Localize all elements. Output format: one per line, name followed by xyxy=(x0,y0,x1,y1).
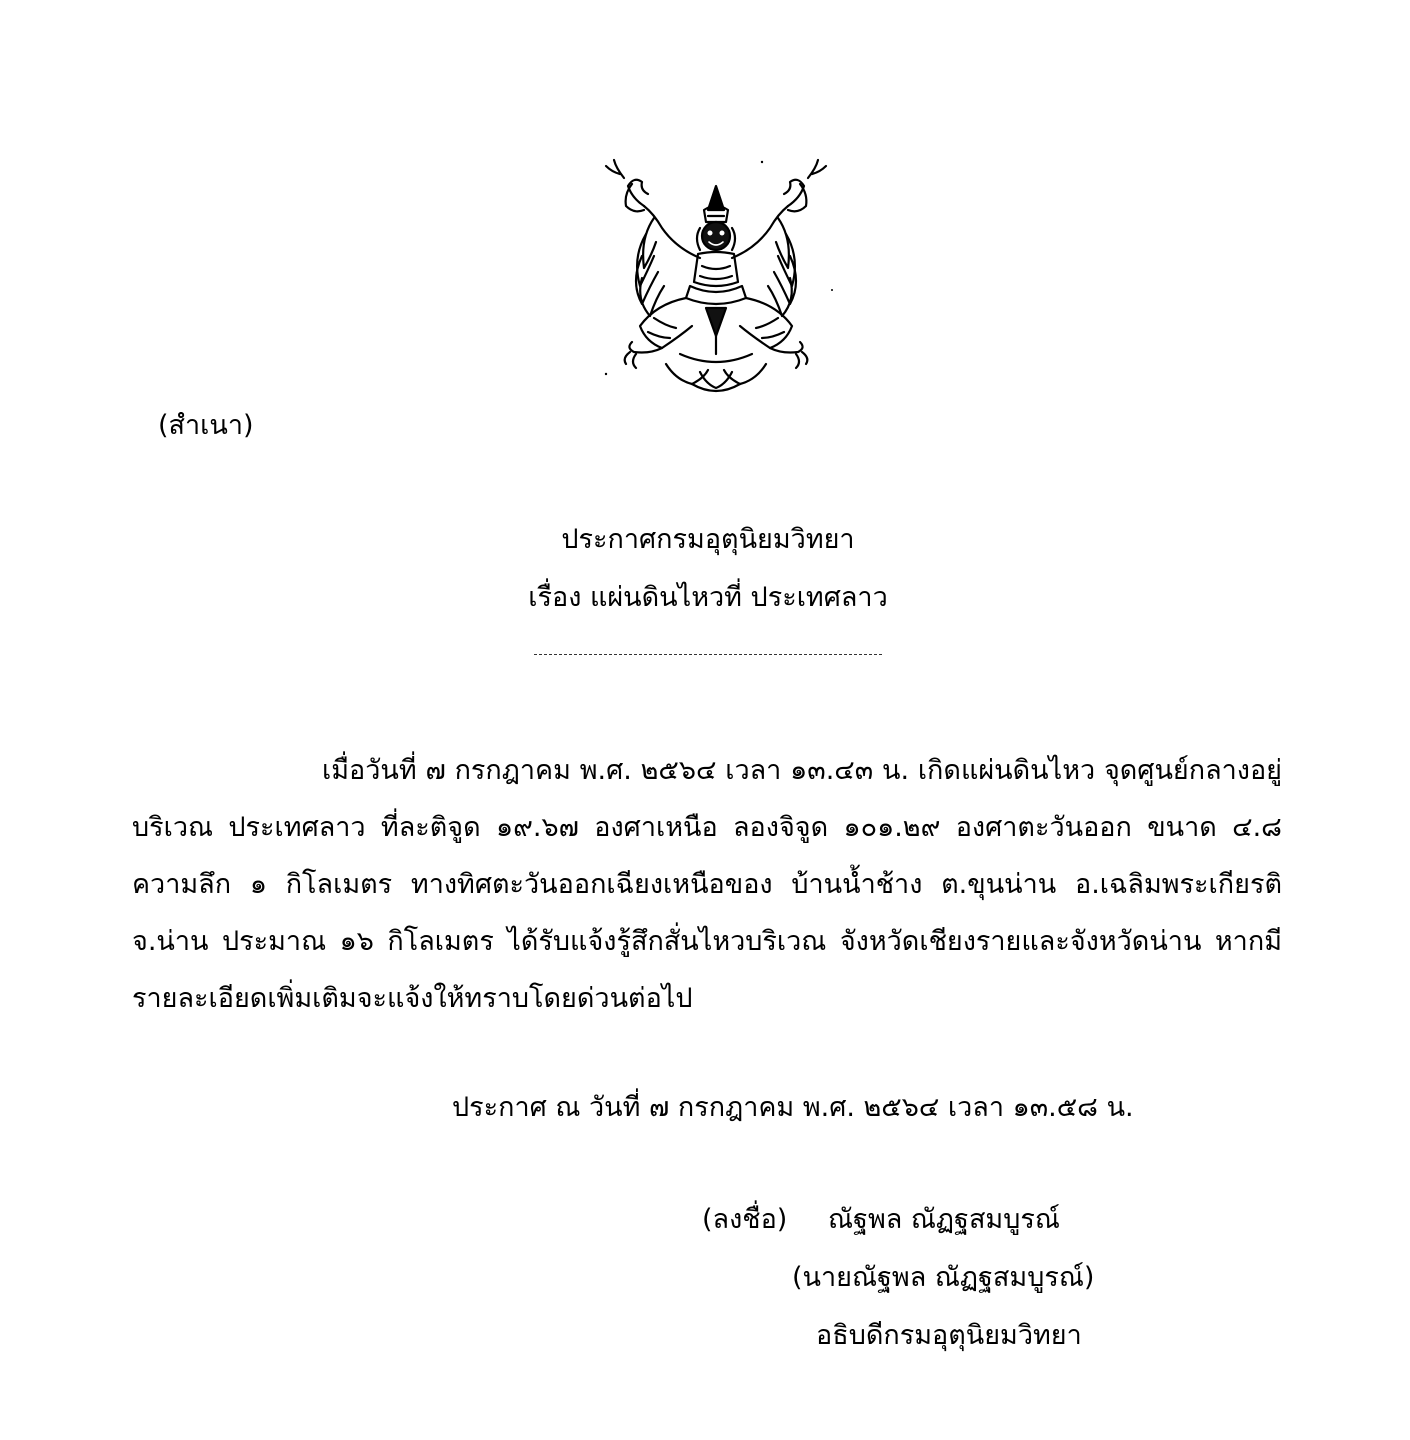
copy-label: (สำเนา) xyxy=(158,410,254,441)
title-divider xyxy=(534,654,882,655)
announcement-body: เมื่อวันที่ ๗ กรกฎาคม พ.ศ. ๒๕๖๔ เวลา ๑๓.๔๓ น. เกิดแผ่นดินไหว จุดศูนย์กลางอยู่บริเวณ ประเทศลาว ที่ละติจูด ๑๙.๖๗ องศาเหนือ ลองจิจูด ๑๐๑.๒๙ องศาตะวันออก ขนาด ๔.๘ ความลึก ๑ กิโลเมตร ทางทิศตะวันออกเฉียงเหนือของ บ้านน้ำช้าง ต.ขุนน่าน อ.เฉลิมพระเกียรติ จ.น่าน ประมาณ ๑๖ กิโลเมตร ได้รับแจ้งรู้สึกสั่นไหวบริเวณ จังหวัดเชียงรายและจังหวัดน่าน หากมีรายละเอียดเพิ่มเติมจะแจ้งให้ทราบโดยด่วนต่อไป xyxy=(132,755,1282,1014)
signature-prefix: (ลงชื่อ) xyxy=(702,1204,788,1235)
announcement-title: ประกาศกรมอุตุนิยมวิทยา xyxy=(561,524,855,555)
announcement-subject: เรื่อง แผ่นดินไหวที่ ประเทศลาว xyxy=(528,582,888,613)
garuda-emblem-graphic xyxy=(596,158,836,403)
signatory-position: อธิบดีกรมอุตุนิยมวิทยา xyxy=(816,1320,1082,1351)
signature-name: ณัฐพล ณัฏฐสมบูรณ์ xyxy=(828,1204,1060,1235)
announcement-date: ประกาศ ณ วันที่ ๗ กรกฎาคม พ.ศ. ๒๕๖๔ เวลา ๑๓.๕๘ น. xyxy=(452,1092,1134,1123)
signatory-full-name: (นายณัฐพล ณัฏฐสมบูรณ์) xyxy=(792,1262,1095,1293)
garuda-emblem xyxy=(596,158,836,403)
